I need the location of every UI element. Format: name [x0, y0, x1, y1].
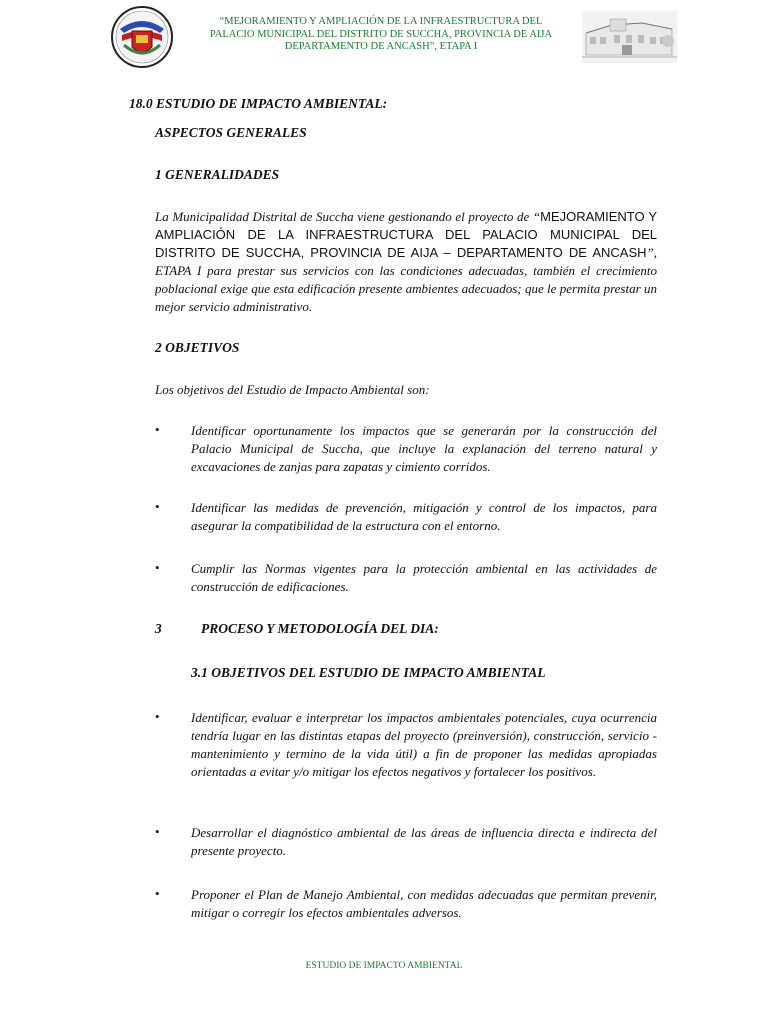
municipal-building-sketch — [582, 11, 677, 63]
generalidades-project-name: MEJORAMIENTO Y AMPLIACIÓN DE LA INFRAESTRUCTURA DEL PALACIO MUNICIPAL DEL DISTRITO DE SUCCHA, PROVINCIA DE AIJA – DEPARTAMENTO DE ANCASH — [155, 209, 657, 260]
generalidades-intro: La Municipalidad Distrital de Succha viene gestionando el proyecto de “ — [155, 209, 541, 224]
generalidades-paragraph — [155, 208, 657, 316]
bullet-marker: • — [155, 499, 160, 514]
objetivos-item-3: Cumplir las Normas vigentes para la protección ambiental en las actividades de construcción de edificaciones. — [191, 561, 657, 594]
objetivos-item-2: Identificar las medidas de prevención, mitigación y control de los impactos, para asegurar la compatibilidad de la estructura con el entorno. — [191, 500, 657, 533]
bullet-marker: • — [155, 709, 160, 724]
proceso-item-3: Proponer el Plan de Manejo Ambiental, con medidas adecuadas que permitan prevenir, mitigar o corregir los efectos ambientales adversos. — [191, 887, 657, 920]
header-title-line-3: DEPARTAMENTO DE ANCASH”, ETAPA I — [284, 41, 478, 52]
objetivos-heading: 2 OBJETIVOS — [155, 340, 240, 355]
objetivos-item-1: Identificar oportunamente los impactos que se generarán por la construcción del Palacio Municipal de Succha, que incluye la explanación del terreno natural y excavaciones de zanjas para zapatas y cimiento corridos. — [191, 423, 657, 474]
objetivos-estudio-heading: 3.1 OBJETIVOS DEL ESTUDIO DE IMPACTO AMBIENTAL — [191, 665, 546, 680]
bullet-marker: • — [155, 422, 160, 437]
bullet-marker: • — [155, 560, 160, 575]
proceso-heading: PROCESO Y METODOLOGÍA DEL DIA: — [201, 621, 439, 636]
bullet-marker: • — [155, 824, 160, 839]
header-title-line-1: “MEJORAMIENTO Y AMPLIACIÓN DE LA INFRAESTRUCTURA DEL — [219, 16, 543, 27]
objetivos-intro: Los objetivos del Estudio de Impacto Ambiental son: — [155, 382, 430, 397]
header-project-title — [200, 16, 562, 54]
proceso-item-2: Desarrollar el diagnóstico ambiental de las áreas de influencia directa e indirecta del presente proyecto. — [191, 825, 657, 858]
bullet-marker: • — [155, 886, 160, 901]
page-footer: ESTUDIO DE IMPACTO AMBIENTAL — [305, 961, 463, 971]
municipal-seal-logo — [110, 5, 174, 69]
generalidades-rest: ”, ETAPA I para prestar sus servicios con las condiciones adecuadas, también el crecimiento poblacional exige que esta edificación presente ambientes adecuados; que le permita prestar un mejor servicio administrativo. — [155, 245, 657, 314]
aspectos-generales-heading: ASPECTOS GENERALES — [155, 125, 307, 140]
header-title-line-2: PALACIO MUNICIPAL DEL DISTRITO DE SUCCHA, PROVINCIA DE AIJA — [209, 28, 553, 40]
generalidades-heading: 1 GENERALIDADES — [155, 167, 280, 182]
section-title: 18.0 ESTUDIO DE IMPACTO AMBIENTAL: — [129, 96, 388, 111]
proceso-item-1: Identificar, evaluar e interpretar los impactos ambientales potenciales, cuya ocurrencia tendría lugar en las distintas etapas del proyecto (preinversión), construcción, servicio - mantenimiento y termino de la vida útil) a fin de proponer las medidas apropiadas orientadas a evitar y/o mitigar los efectos negativos y fortalecer los positivos. — [191, 710, 657, 779]
proceso-number: 3 — [155, 621, 162, 636]
